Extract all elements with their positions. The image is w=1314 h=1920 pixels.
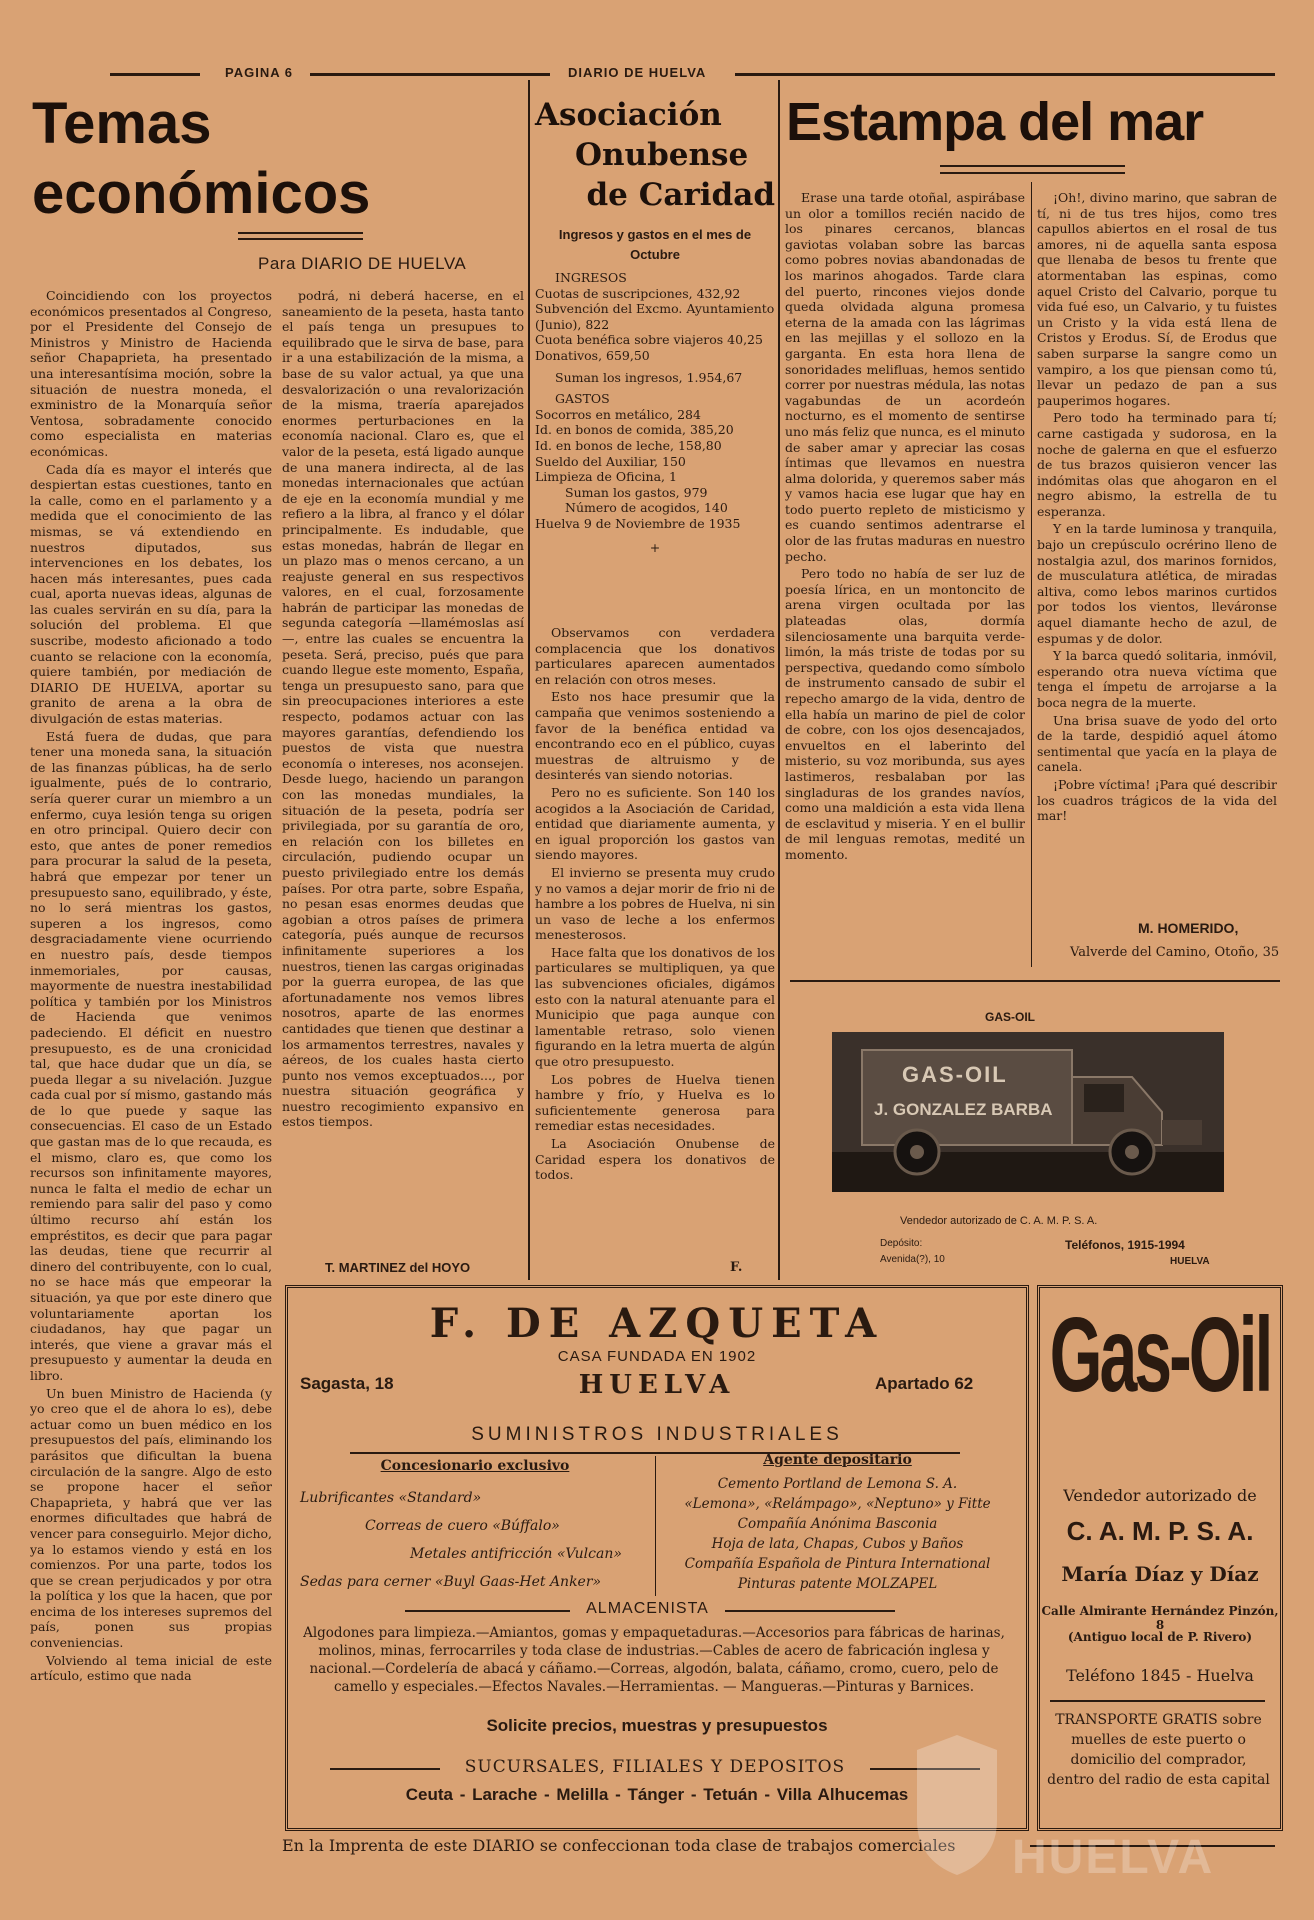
article-body-col1 (30, 288, 272, 1848)
agente-heading: Agente depositario (763, 1452, 912, 1468)
title-underline (238, 232, 363, 234)
newspaper-name: DIARIO DE HUELVA (568, 65, 707, 80)
gasoil-top-rule (790, 980, 1280, 982)
header-rule-left (110, 73, 200, 76)
estampa-place: Valverde del Camino, Otoño, 35 (1070, 945, 1280, 960)
sucursales-rule-left (330, 1768, 440, 1770)
concesionario-item: Sedas para cerner «Buyl Gaas-Het Anker» (300, 1574, 602, 1590)
concesionario-heading: Concesionario exclusivo (380, 1458, 570, 1474)
azqueta-name: F. DE AZQUETA (429, 1300, 885, 1347)
gasoil-big-phone: Teléfono 1845 - Huelva (1066, 1666, 1254, 1685)
watermark-shield-icon (912, 1730, 1002, 1884)
paragraph: El invierno se presenta muy crudo y no vamos a dejar morir de frio ni de hambre a los pobres de Huelva, ni sin un vaso de leche a los enfermos menesterosos. (535, 864, 775, 943)
gasto-line: Sueldo del Auxiliar, 150 (535, 453, 686, 469)
byline: Para DIARIO DE HUELVA (258, 254, 467, 273)
paragraph: ¡Pobre víctima! ¡Para qué describir los cuadros trágicos de la vida del mar! (1037, 776, 1277, 824)
agente-item: Cemento Portland de Lemona S. A. (717, 1476, 958, 1492)
azqueta-apartado: Apartado 62 (875, 1374, 974, 1393)
article-title-line2: económicos (32, 161, 371, 226)
branches: Ceuta - Larache - Melilla - Tánger - Tetuán - Villa Alhucemas (405, 1785, 909, 1804)
paragraph: Erase una tarde otoñal, aspirábase un olor a tomillos recién nacido de los pinares cercanos, blancas gaviotas volaban sobre las barcas como pobres novias abandonadas de los marinos ahogados. Tarde clara del puerto, rincones viejos donde queda olvidada alguna promesa eterna de la amada con las lágrimas en las mejillas y el sollozo en la garganta. En esta hora llena de sonoridades melifluas, hemos sentido correr por nuestras médula, las notas vagabundas de un acordeón nocturno, es el momento de sentirse uno más feliz que nunca, es el minuto de saber amar y apreciar las cosas íntimas que llevamos en nuestra alma dolorida, y queremos saber más y vamos hacia ese lugar que hay en todo puerto repleto de misticismo y es cuando sentimos adentrarse el olor de las frutas maduras en nuestro pecho. (785, 190, 1025, 564)
almacenista-text: Algodones para limpieza.—Amiantos, gomas y empaquetaduras.—Accesorios para fábricas de harinas, molinos, minas, ferrocarriles y toda clase de industrias.—Cables de acero de fabricación inglesa y nacional.—Cordelería de abacá y cáñamo.—Correas, algodón, balata, cáñamo, cromo, cuero, pelo de camello y especiales.—Efectos Navales.—Herramientas. — Mangueras.—Pinturas y Barnices. (303, 1625, 1005, 1695)
article-body-col1b (282, 288, 524, 1256)
concesionario-item: Metales antifricción «Vulcan» (410, 1546, 622, 1562)
estampa-body-a (785, 190, 1025, 970)
gasoil-big-campsa: C. A. M. P. S. A. (1066, 1516, 1254, 1546)
almacenista-rule-left (405, 1610, 570, 1612)
truck-text-gasoil: GAS-OIL (902, 1062, 1008, 1087)
concesionario-item: Lubrificantes «Standard» (300, 1490, 482, 1506)
paragraph: Un buen Ministro de Hacienda (y yo creo que el de ahora lo es), debe actuar como un buen médico en los presupuestos del país, eliminando los parásitos que dificultan la buena circulación de la sangre. Algo de esto se propone hacer el señor Chapaprieta, y habrá que ver las enormes dificultades que habrá de vencer para conseguirlo. Mejor dicho, ya lo estamos viendo y está en los comienzos. Por una parte, todos los que se crean perjudicados y por otra la política y los que la hacen, que por encima de los intereses supremos del país, ponen sus propias conveniencias. (30, 1385, 272, 1651)
ingreso-line: Subvención del Excmo. Ayuntamiento (Junio), 822 (535, 301, 775, 332)
concesionario-item: Correas de cuero «Búffalo» (365, 1518, 560, 1534)
azqueta-divider (655, 1456, 656, 1596)
estampa-underline (940, 165, 1125, 167)
azqueta-suministros: SUMINISTROS INDUSTRIALES (471, 1424, 843, 1445)
suman-ingresos: Suman los ingresos, 1.954,67 (555, 369, 743, 385)
gasoil-deposito: Depósito: (880, 1238, 923, 1249)
gasoil-big-owner: María Díaz y Díaz (1061, 1562, 1259, 1586)
agente-item: Compañía Anónima Basconia (737, 1516, 938, 1532)
paragraph: Y la barca quedó solitaria, inmóvil, esperando otra nueva víctima que tenga el ímpetu de arrojarse a la boca negra de la muerte. (1037, 648, 1277, 710)
sucursales: SUCURSALES, FILIALES Y DEPOSITOS (464, 1757, 846, 1777)
paragraph: Volviendo al tema inicial de este artículo, estimo que nada (30, 1652, 272, 1684)
paragraph: Hace falta que los donativos de los particulares se multipliquen, ya que las subvenciones oficiales, digámos esto con la natural atenuante para el Municipio que paga aunque con lamentable retraso, solo vienen figurando en la letra muerta de algún que otro presupuesto. (535, 944, 775, 1070)
agente-item: «Lemona», «Relámpago», «Neptuno» y Fitte (684, 1496, 991, 1512)
charity-subtitle: Ingresos y gastos en el mes de Octubre (558, 227, 752, 262)
header-rule-mid-left (310, 73, 550, 76)
paragraph: Cada día es mayor el interés que despiertan estas cuestiones, tanto en la calle, como en el parlamento y a medida que el conocimiento de las mismas, se vá extendiendo en nuestros diputados, sus intervenciones en los debates, los hacen más interesantes, pues cada cual, aporta nuevas ideas, algunas de las cuales servirán en su día, para la solución del problema. El que suscribe, modesto aficionado a todo cuanto se relacione con la economía, quiere también, por mediación de DIARIO DE HUELVA, aportar su granito de arena a la obra de divulgación de estas materias. (30, 461, 272, 727)
paragraph: Coincidiendo con los proyectos económicos presentados al Congreso, por el Presidente del Consejo de Ministros y Ministro de Hacienda señor Chapaprieta, ha presentado una interesantísima moción, sobre la situación de nuestra moneda, el exministro de la Monarquía señor Ventosa, sobradamente conocido como especialista en materias económicas. (30, 288, 272, 459)
page-number: PAGINA 6 (225, 65, 293, 80)
ingreso-line: Cuotas de suscripciones, 432,92 (535, 285, 741, 301)
watermark-text: HUELVA (1012, 1831, 1215, 1884)
suman-gastos: Suman los gastos, 979 (565, 484, 708, 500)
charity-title-line1: Asociación (535, 97, 722, 133)
charity-accounts (535, 270, 775, 563)
paragraph: Está fuera de dudas, que para tener una moneda sana, la situación de las finanzas públicas, ha de serlo igualmente, pués de lo contrario, sería querer curar un miembro a un enfermo, cuya lesión tenga su origen en otro principal. Quiero decir con esto, que antes de poner remedios para procurar la salud de la peseta, habrá que empezar por tener un presupuesto sano, equilibrado, y éste, no lo será mientras los gastos, superen a los ingresos, como desgraciadamente viene ocurriendo en nuestro país, desde tiempos inmemoriales, por causas, mayormente de nuestra inestabilidad política y también por los Ministros de Hacienda que venimos padeciendo. El déficit en nuestro presupuesto, es de una cronicidad tal, que hace dudar que un día, se pueda llegar a su nivelación. Juzgue cada cual por sí mismo, gastando más de lo que puede y saque las consecuencias. El caso de un Estado que gastan mas de lo que recauda, es el mismo, claro es, que como los recursos son infinitamente mayores, nunca le falta el medio de echar un remiendo para salir del paso y como último recurso ahí están los empréstitos, es decir que para pagar las deudas, tiene que recurrir al dinero del contribuyente, con lo cual, no se hace más que empeorar la situación, ya que por este dinero que voluntariamente aportan los ciudadanos, hay que pagar un interés, que viene a gravar más el presupuesto y aumentar la deuda en libro. (30, 728, 272, 1383)
charity-body (535, 625, 775, 1265)
azqueta-founded: CASA FUNDADA EN 1902 (557, 1348, 757, 1365)
paragraph: Observamos con verdadera complacencia que los donativos particulares aparecen aumentados en relación con otros meses. (535, 625, 775, 687)
gasto-line: Id. en bonos de leche, 158,80 (535, 437, 722, 453)
article-title-line1: Temas (32, 91, 212, 156)
gasoil-big-street: Calle Almirante Hernández Pinzón, 8 (1041, 1604, 1279, 1632)
paragraph: La Asociación Onubense de Caridad espera los donativos de todos. (535, 1136, 775, 1183)
charity-title-line3: de Caridad (586, 177, 775, 213)
signature-f: F. (730, 1260, 743, 1275)
truck-text-owner: J. GONZALEZ BARBA (874, 1100, 1053, 1119)
ingreso-line: Donativos, 659,50 (535, 347, 650, 363)
almacenista-heading: ALMACENISTA (586, 1600, 709, 1617)
agente-list (660, 1474, 1015, 1594)
estampa-title: Estampa del mar (786, 92, 1204, 152)
shield-icon (912, 1730, 1002, 1880)
paragraph: Pero todo no había de ser luz de poesía lírica, en un montoncito de arena virgen ocultada por las plateadas olas, dormía silenciosamente una barquita verde-limón, la más triste de todas por su perspectiva, quedando como símbolo de instrumento cansado de subir el repecho amargo de la vida, dentro de ella había un marino de piel de color de cobre, con los ojos desencajados, envueltos en el laberinto del misterio, su voz moribunda, sus ayes lastimeros, resbalaban por las singladuras de los grandes navíos, como una maldición a esta vida llena de esclavitud y miseria. Y en el bullir de mil lenguas remotas, medité un momento. (785, 566, 1025, 862)
charity-title-line2: Onubense (575, 137, 749, 173)
paragraph: Esto nos hace presumir que la campaña que venimos sosteniendo a favor de la benéfica entidad va encontrando eco en el público, cuyas muestras de altruismo y de desinterés van siendo notorias. (535, 689, 775, 783)
concesionario-list (300, 1484, 650, 1596)
signature-homerido: M. HOMERIDO, (1138, 920, 1239, 936)
gasoil-city: HUELVA (1170, 1256, 1210, 1267)
gasoil-caption: Vendedor autorizado de C. A. M. P. S. A. (900, 1215, 1098, 1227)
gasto-line: Socorros en metálico, 284 (535, 406, 701, 422)
column-divider-2 (778, 80, 780, 1280)
charity-title (535, 95, 775, 215)
gasoil-big-vendedor: Vendedor autorizado de (1063, 1486, 1257, 1505)
paragraph: podrá, ni deberá hacerse, en el saneamiento de la peseta, hasta tanto el país tenga un presupues to equilibrado que le sirva de base, para ir a una estabilización de la misma, a base de su valor actual, ya que una desvalorización o una revalorización de la misma, traería aparejados enormes perturbaciones en la economía nacional. Claro es, que el valor de la peseta, está ligado aunque de una manera indirecta, al de las monedas internacionales que actúan de eje en la economía mundial y me refiero a la libra, al franco y el dólar principalmente. Es indudable, que estas monedas, habrán de llegar en un plazo mas o menos cercano, a un reajuste general en sus respectivos valores, en el cual, forzosamente habrán de participar las monedas de segunda categoría —llamémoslas así—, entre las cuales se encuentra la peseta. Será, preciso, pués que para cuando llegue este momento, España, tenga un presupuesto sano, para que sin preocupaciones interiores a este respecto, podamos actuar con las mayores garantías, defendiendo los puestos de vista que nuestra economía o intereses, nos aconsejen. Desde luego, haciendo un parangon con las monedas mundiales, la situación de la peseta, podría ser privilegiada, por su garantía de oro, en relación con los billetes en circulación, pudiendo ocupar un puesto privilegiado entre los demás países. Por otra parte, sobre España, no pesan esas enormes deudas que agobian a otros países de primera categoría, pués aunque de recursos infinitamente superiores a los nuestros, tienen las cargas originadas por la guerra europea, de las que afortunadamente nos vemos libres nosotros, aparte de las enormes cantidades que tienen que destinar a los armamentos terrestres, navales y aéreos, de los cuales hasta cierto punto nos vemos exceptuados..., por nuestra situación geográfica y nuestro recogimiento expansivo en estos tiempos. (282, 288, 524, 1130)
truck-image (832, 1032, 1224, 1192)
estampa-body-b (1037, 190, 1277, 910)
gasoil-small-title: GAS-OIL (985, 1010, 1035, 1024)
footer-text: En la Imprenta de este DIARIO se confeccionan toda clase de trabajos comerciales (282, 1836, 956, 1855)
gasoil-big-old-address: (Antiguo local de P. Rivero) (1067, 1630, 1253, 1644)
gasoil-address: Avenida(?), 10 (880, 1254, 945, 1265)
title-underline-2 (238, 238, 363, 240)
paragraph: ¡Oh!, divino marino, que sabran de tí, ni de tus tres hijos, como tres capullos abiertos en el rosal de tus amores, ni de aquella santa esposa que llenaba de besos tu frente que atormentaban las espinas, como aquel Cristo del Calvario, porque tu vida fué eso, un Calvario, y tu fuistes un Cristo y la vida está llena de Cristos y Erodus. Sí, de Erodus que saben surparse la sangre como un vampiro, a los que piensan como tú, llevar un pedazo de pan a sus pauperimos hogares. (1037, 190, 1277, 408)
ingresos-heading: INGRESOS (555, 270, 627, 285)
fecha: Huelva 9 de Noviembre de 1935 (535, 515, 741, 531)
paragraph: Una brisa suave de yodo del orto de la tarde, despidió aquel átomo sentimental que yacía en la playa de canela. (1037, 712, 1277, 775)
estampa-underline-2 (940, 172, 1125, 174)
agente-item: Compañía Española de Pintura International (684, 1556, 991, 1572)
signature-martinez: T. MARTINEZ del HOYO (325, 1260, 471, 1275)
agente-item: Pinturas patente MOLZAPEL (737, 1576, 938, 1592)
gasto-line: Limpieza de Oficina, 1 (535, 469, 677, 485)
paragraph: Pero no es suficiente. Son 140 los acogidos a la Asociación de Caridad, entidad que diariamente aumenta, y en igual proporción los gastos van siendo mayores. (535, 784, 775, 863)
paragraph: Los pobres de Huelva tienen hambre y frío, y Huelva es lo suficientemente generosa para remediar estas necesidades. (535, 1071, 775, 1134)
agente-item: Hoja de lata, Chapas, Cubos y Baños (711, 1536, 964, 1552)
acogidos: Número de acogidos, 140 (565, 500, 728, 516)
gasoil-big-transporte: TRANSPORTE GRATIS sobre muelles de este puerto o domicilio del comprador, dentro del radio de esta capital (1047, 1712, 1270, 1788)
header-rule-right (735, 73, 1275, 76)
gastos-heading: GASTOS (555, 391, 610, 407)
paragraph: Y en la tarde luminosa y tranquila, bajo un crepúsculo ocrérino lleno de nostalgia azul, dos marinos fornidos, de musculatura atlética, de miradas altiva, como lebos marinos curtidos por todos los vientos, lleváronse aquel diamante hecho de azul, de espumas y de dolor. (1037, 521, 1277, 646)
gasoil-big-rule (1050, 1700, 1265, 1702)
almacenista-rule-right (725, 1610, 895, 1612)
ingreso-line: Cuota benéfica sobre viajeros 40,25 (535, 332, 763, 348)
gasoil-big-title: Gas-Oil (1049, 1296, 1271, 1415)
column-divider-3 (1031, 182, 1032, 967)
column-divider-1 (528, 80, 530, 1280)
azqueta-street: Sagasta, 18 (300, 1374, 394, 1393)
azqueta-city: HUELVA (578, 1370, 736, 1400)
solicite: Solicite precios, muestras y presupuestos (486, 1716, 828, 1735)
gasoil-telefonos: Teléfonos, 1915-1994 (1065, 1238, 1185, 1252)
separator: + (649, 539, 661, 555)
gasto-line: Id. en bonos de comida, 385,20 (535, 422, 734, 438)
paragraph: Pero todo ha terminado para tí; carne castigada y sudorosa, en la noche de galerna en que el esfuerzo de tus brazos quisieron vencer las indómitas olas que ahogaron en el negro abismo, la estrella de tu esperanza. (1037, 410, 1277, 519)
